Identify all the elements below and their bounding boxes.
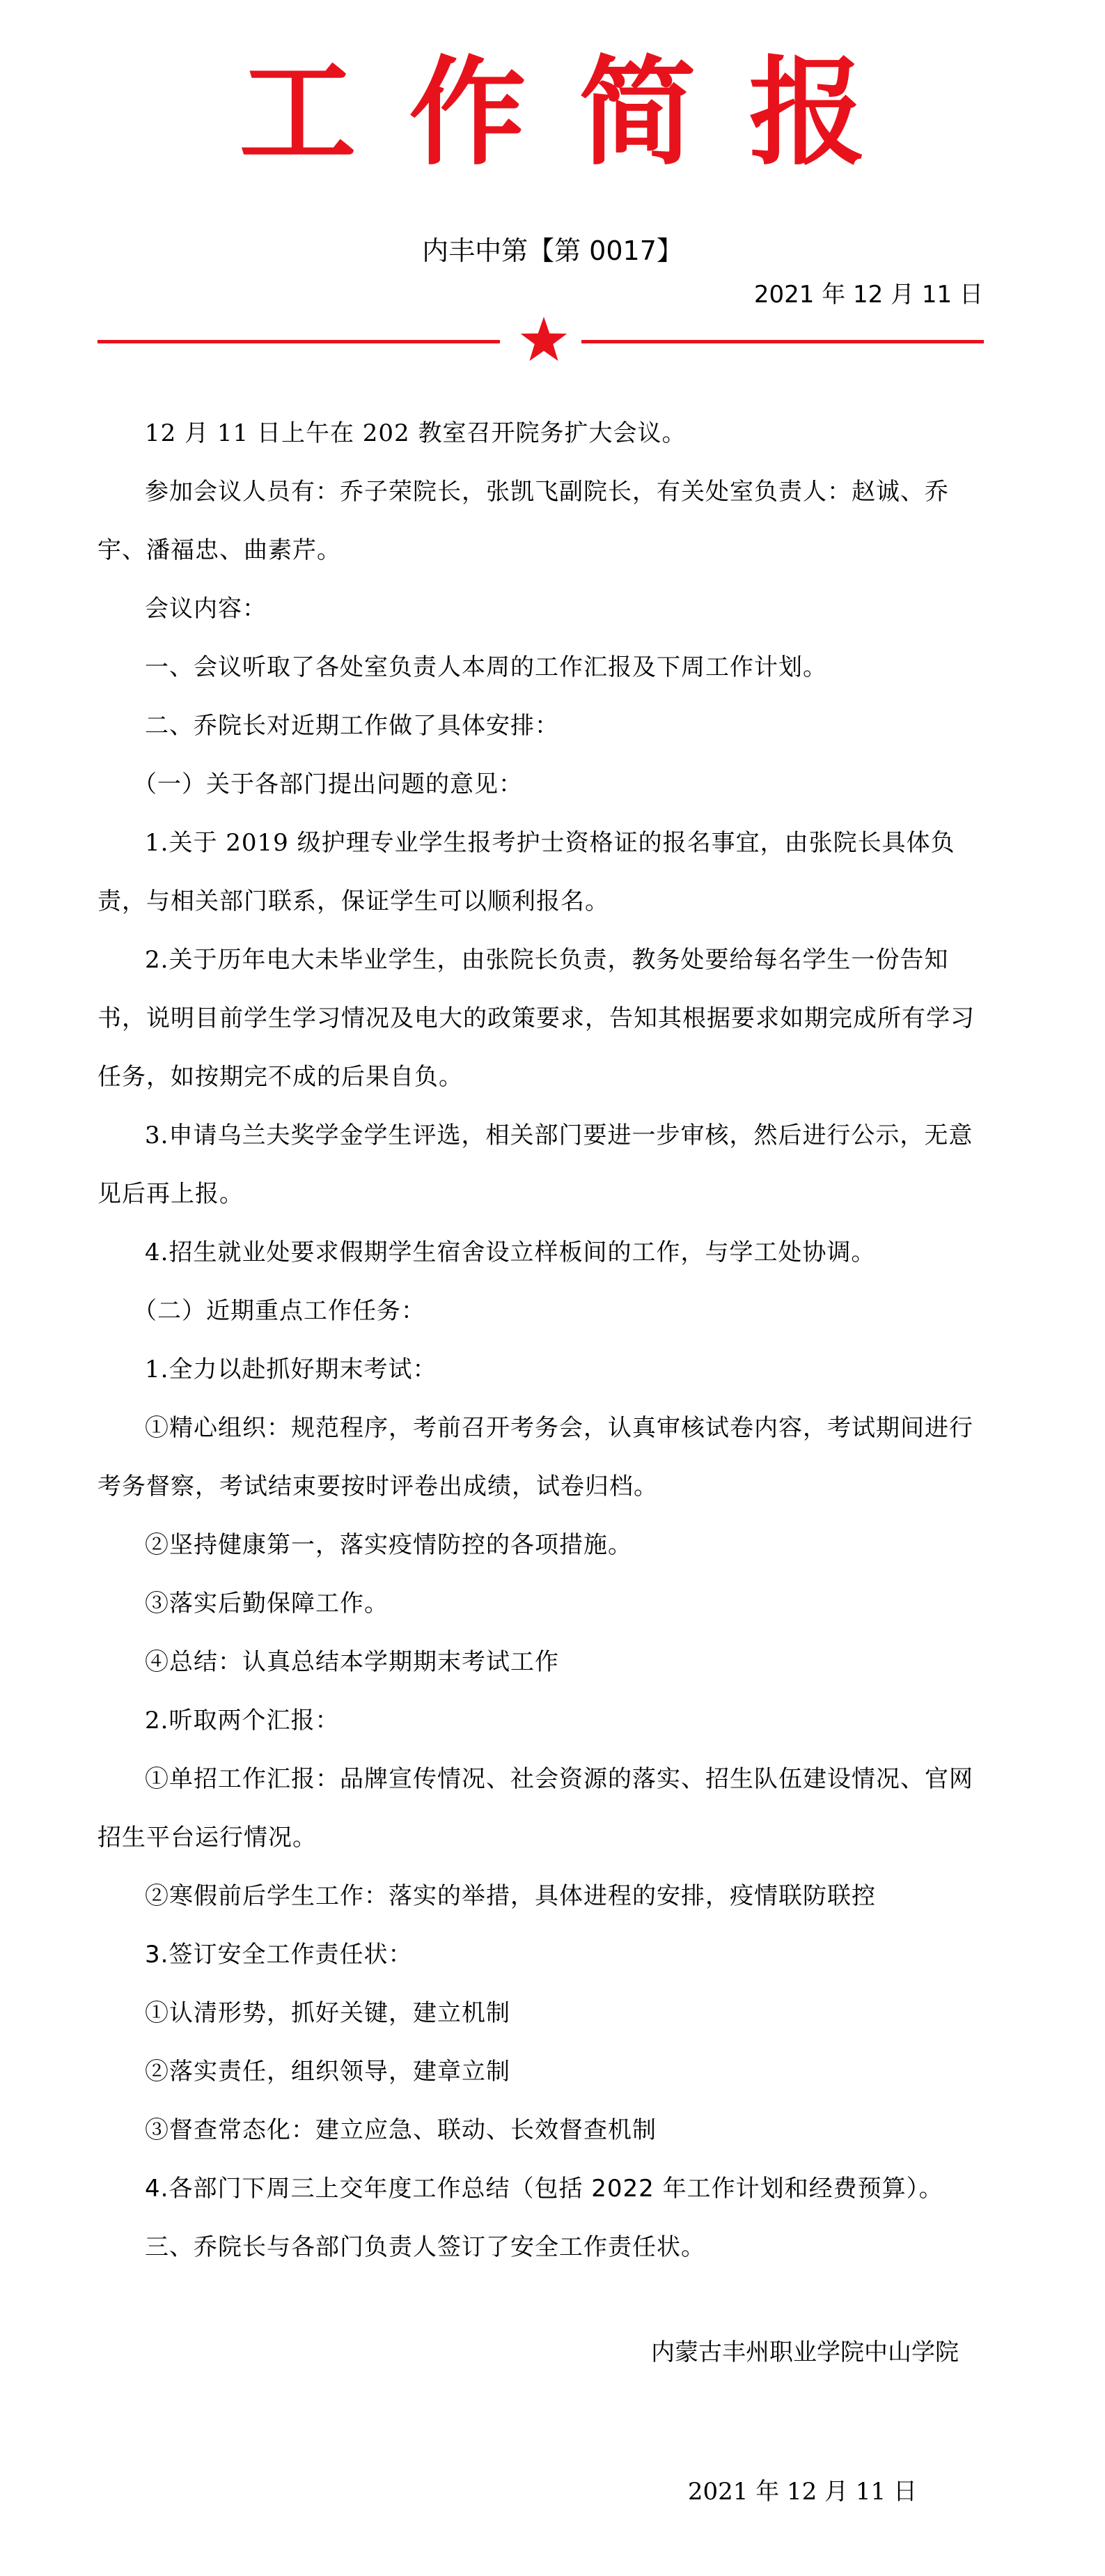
- paragraph: ①精心组织：规范程序，考前召开考务会，认真审核试卷内容，考试期间进行考务督察，考试结束要按时评卷出成绩，试卷归档。: [97, 1414, 973, 1500]
- paragraph: ②坚持健康第一，落实疫情防控的各项措施。: [145, 1531, 632, 1559]
- paragraph: 二、乔院长对近期工作做了具体安排：: [145, 712, 559, 740]
- issue-number: 内丰中第【第 0017】: [422, 235, 683, 266]
- paragraph: ②寒假前后学生工作：落实的举措，具体进程的安排，疫情联防联控: [145, 1882, 876, 1910]
- title-char-2: 作: [409, 45, 526, 181]
- paragraph: 2.听取两个汇报：: [145, 1707, 340, 1735]
- paragraph: （一）关于各部门提出问题的意见：: [133, 770, 523, 798]
- paragraph: 参加会议人员有：乔子荣院长，张凯飞副院长，有关处室负责人：赵诚、乔宇、潘福忠、曲素芹。: [97, 478, 949, 564]
- paragraph: ②落实责任，组织领导，建章立制: [145, 2058, 510, 2086]
- paragraph: ①单招工作汇报：品牌宣传情况、社会资源的落实、招生队伍建设情况、官网招生平台运行情况。: [97, 1765, 973, 1852]
- title-char-3: 简: [579, 45, 696, 181]
- paragraph: ④总结：认真总结本学期期末考试工作: [145, 1648, 559, 1676]
- red-star-icon: [519, 315, 568, 364]
- paragraph: 4.招生就业处要求假期学生宿舍设立样板间的工作，与学工处协调。: [145, 1239, 876, 1266]
- report-body: [97, 404, 985, 2276]
- title-char-1: 工: [239, 45, 356, 181]
- paragraph: 1.关于 2019 级护理专业学生报考护士资格证的报名事宜，由张院长具体负责，与相关部门联系，保证学生可以顺利报名。: [97, 829, 955, 915]
- paragraph: 4.各部门下周三上交年度工作总结（包括 2022 年工作计划和经费预算）。: [145, 2175, 943, 2203]
- masthead-title: [0, 45, 1105, 181]
- header-date: 2021 年 12 月 11 日: [753, 281, 983, 309]
- paragraph: ③督查常态化：建立应急、联动、长效督查机制: [145, 2116, 657, 2144]
- paragraph: 3.申请乌兰夫奖学金学生评选，相关部门要进一步审核，然后进行公示，无意见后再上报。: [97, 1122, 973, 1208]
- paragraph: 会议内容：: [145, 595, 267, 623]
- divider-right: [581, 340, 984, 343]
- paragraph: ③落实后勤保障工作。: [145, 1590, 389, 1617]
- paragraph: ①认清形势，抓好关键，建立机制: [145, 1999, 510, 2027]
- paragraph: 2.关于历年电大未毕业学生，由张院长负责，教务处要给每名学生一份告知书，说明目前学生学习情况及电大的政策要求，告知其根据要求如期完成所有学习任务，如按期完不成的后果自负。: [97, 946, 975, 1091]
- paragraph: （二）近期重点工作任务：: [133, 1297, 425, 1325]
- title-char-4: 报: [749, 45, 866, 181]
- signature-organization: 内蒙古丰州职业学院中山学院: [651, 2338, 959, 2366]
- paragraph: 三、乔院长与各部门负责人签订了安全工作责任状。: [145, 2233, 705, 2261]
- paragraph: 一、会议听取了各处室负责人本周的工作汇报及下周工作计划。: [145, 653, 827, 681]
- paragraph: 12 月 11 日上午在 202 教室召开院务扩大会议。: [145, 419, 687, 447]
- divider-left: [97, 340, 500, 343]
- signature-date: 2021 年 12 月 11 日: [687, 2478, 917, 2506]
- paragraph: 3.签订安全工作责任状：: [145, 1941, 413, 1969]
- paragraph: 1.全力以赴抓好期末考试：: [145, 1356, 437, 1383]
